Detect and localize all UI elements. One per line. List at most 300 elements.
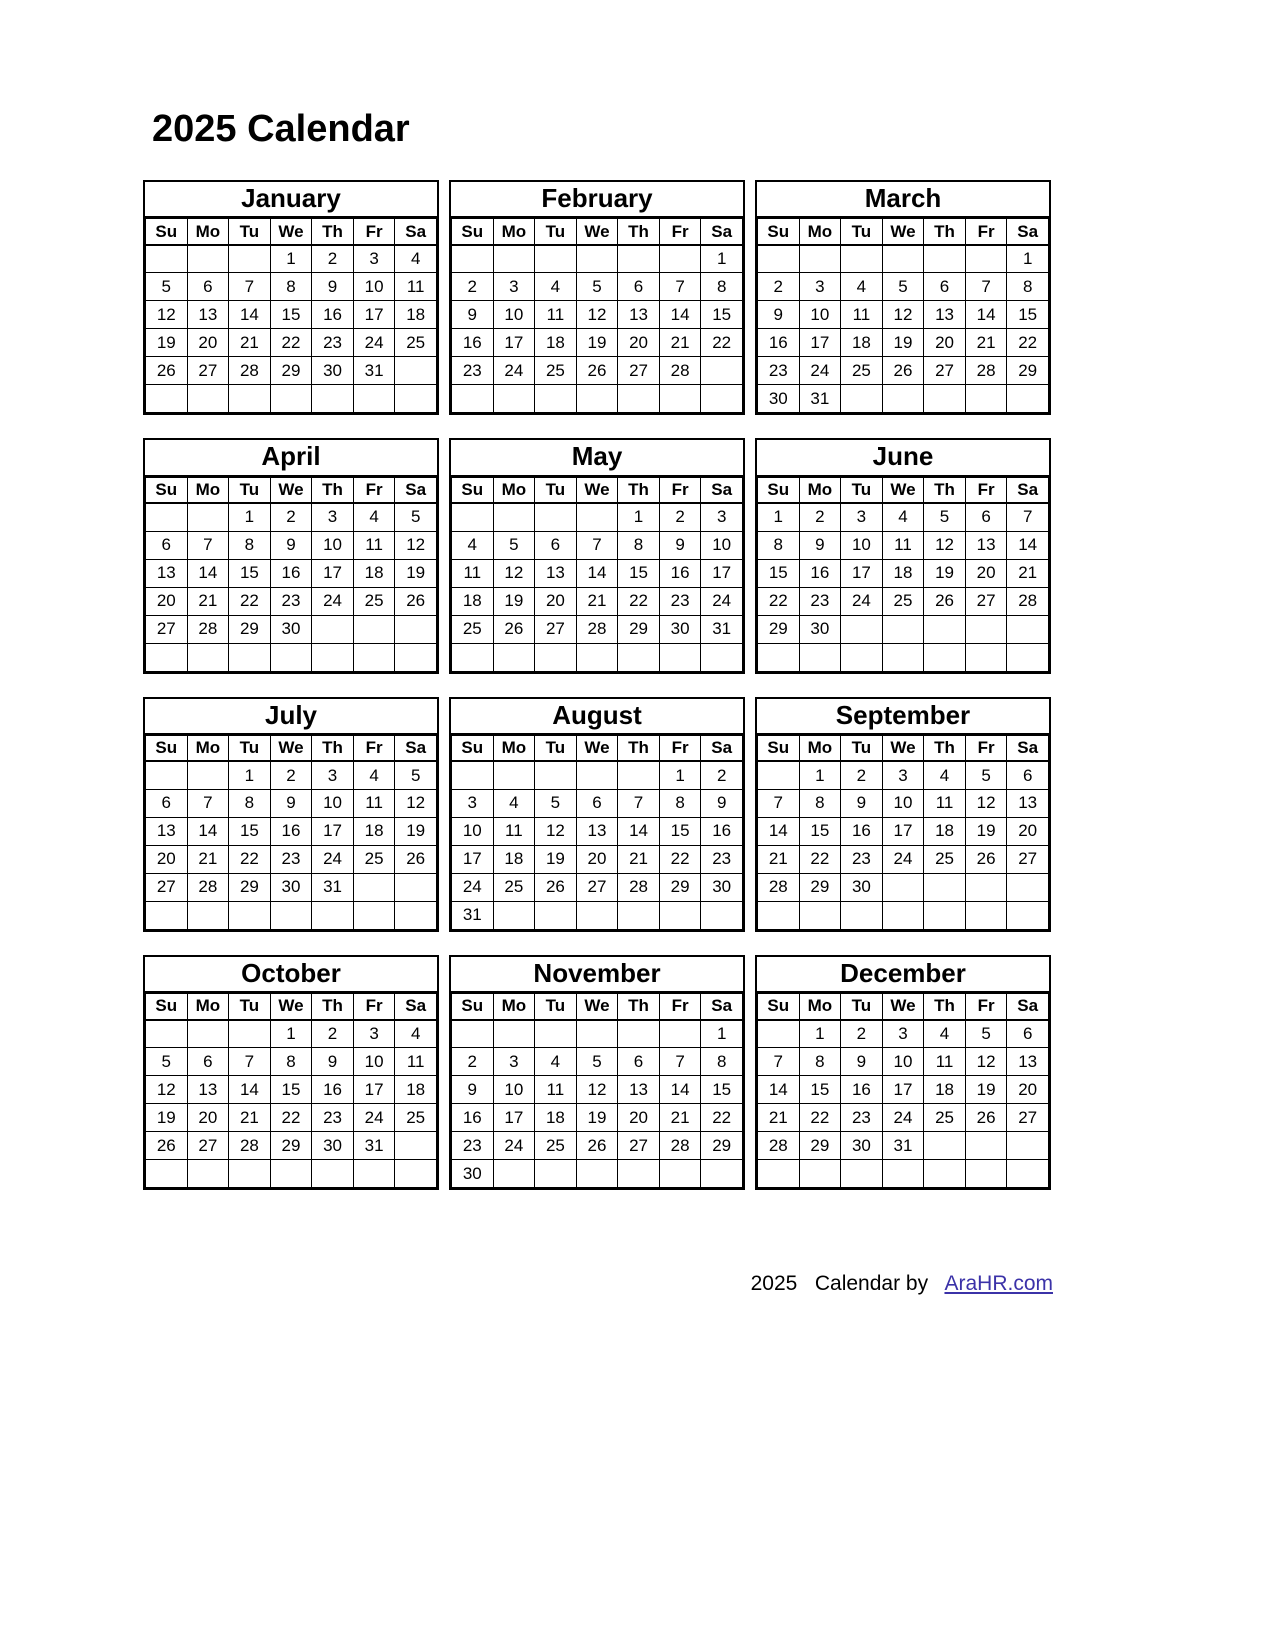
day-cell[interactable]: 6 xyxy=(1007,761,1049,789)
day-cell[interactable]: 18 xyxy=(353,559,395,587)
day-cell[interactable]: 22 xyxy=(618,587,660,615)
day-cell[interactable]: 28 xyxy=(187,615,229,643)
day-cell[interactable]: 15 xyxy=(659,817,701,845)
day-cell[interactable]: 7 xyxy=(659,1048,701,1076)
day-cell[interactable]: 15 xyxy=(270,301,312,329)
day-cell[interactable]: 8 xyxy=(1007,273,1049,301)
day-cell[interactable]: 25 xyxy=(452,615,494,643)
day-cell[interactable]: 4 xyxy=(841,273,883,301)
day-cell[interactable]: 9 xyxy=(841,789,883,817)
day-cell[interactable]: 4 xyxy=(395,245,437,273)
day-cell[interactable]: 1 xyxy=(270,245,312,273)
day-cell[interactable]: 30 xyxy=(799,615,841,643)
day-cell[interactable]: 30 xyxy=(841,873,883,901)
day-cell[interactable]: 11 xyxy=(452,559,494,587)
day-cell[interactable]: 26 xyxy=(535,873,577,901)
day-cell[interactable]: 21 xyxy=(659,329,701,357)
day-cell[interactable]: 10 xyxy=(799,301,841,329)
day-cell[interactable]: 25 xyxy=(882,587,924,615)
day-cell[interactable]: 19 xyxy=(965,817,1007,845)
day-cell[interactable]: 22 xyxy=(1007,329,1049,357)
day-cell[interactable]: 9 xyxy=(452,301,494,329)
day-cell[interactable]: 8 xyxy=(799,1048,841,1076)
day-cell[interactable]: 30 xyxy=(841,1132,883,1160)
day-cell[interactable]: 25 xyxy=(493,873,535,901)
day-cell[interactable]: 2 xyxy=(841,761,883,789)
day-cell[interactable]: 19 xyxy=(493,587,535,615)
day-cell[interactable]: 26 xyxy=(493,615,535,643)
day-cell[interactable]: 21 xyxy=(187,587,229,615)
day-cell[interactable]: 1 xyxy=(229,761,271,789)
day-cell[interactable]: 2 xyxy=(270,503,312,531)
day-cell[interactable]: 29 xyxy=(758,615,800,643)
day-cell[interactable]: 15 xyxy=(270,1076,312,1104)
day-cell[interactable]: 21 xyxy=(1007,559,1049,587)
day-cell[interactable]: 5 xyxy=(924,503,966,531)
day-cell[interactable]: 7 xyxy=(229,1048,271,1076)
day-cell[interactable]: 10 xyxy=(452,817,494,845)
day-cell[interactable]: 13 xyxy=(187,1076,229,1104)
day-cell[interactable]: 29 xyxy=(229,873,271,901)
day-cell[interactable]: 8 xyxy=(270,1048,312,1076)
day-cell[interactable]: 9 xyxy=(312,1048,354,1076)
day-cell[interactable]: 22 xyxy=(799,845,841,873)
day-cell[interactable]: 17 xyxy=(493,329,535,357)
day-cell[interactable]: 14 xyxy=(758,1076,800,1104)
day-cell[interactable]: 13 xyxy=(187,301,229,329)
day-cell[interactable]: 12 xyxy=(535,817,577,845)
day-cell[interactable]: 18 xyxy=(493,845,535,873)
day-cell[interactable]: 12 xyxy=(395,531,437,559)
day-cell[interactable]: 1 xyxy=(1007,245,1049,273)
day-cell[interactable]: 4 xyxy=(353,503,395,531)
day-cell[interactable]: 21 xyxy=(229,329,271,357)
day-cell[interactable]: 27 xyxy=(618,1132,660,1160)
day-cell[interactable]: 8 xyxy=(270,273,312,301)
day-cell[interactable]: 11 xyxy=(535,1076,577,1104)
day-cell[interactable]: 20 xyxy=(146,587,188,615)
day-cell[interactable]: 29 xyxy=(618,615,660,643)
day-cell[interactable]: 9 xyxy=(270,531,312,559)
day-cell[interactable]: 20 xyxy=(1007,817,1049,845)
day-cell[interactable]: 18 xyxy=(535,1104,577,1132)
day-cell[interactable]: 3 xyxy=(452,789,494,817)
day-cell[interactable]: 26 xyxy=(924,587,966,615)
day-cell[interactable]: 28 xyxy=(187,873,229,901)
day-cell[interactable]: 14 xyxy=(187,559,229,587)
day-cell[interactable]: 18 xyxy=(353,817,395,845)
day-cell[interactable]: 14 xyxy=(229,301,271,329)
day-cell[interactable]: 3 xyxy=(799,273,841,301)
day-cell[interactable]: 15 xyxy=(701,301,743,329)
day-cell[interactable]: 9 xyxy=(841,1048,883,1076)
day-cell[interactable]: 18 xyxy=(395,1076,437,1104)
day-cell[interactable]: 12 xyxy=(965,789,1007,817)
day-cell[interactable]: 17 xyxy=(353,1076,395,1104)
day-cell[interactable]: 28 xyxy=(229,357,271,385)
day-cell[interactable]: 24 xyxy=(882,1104,924,1132)
day-cell[interactable]: 21 xyxy=(187,845,229,873)
day-cell[interactable]: 30 xyxy=(270,873,312,901)
day-cell[interactable]: 9 xyxy=(312,273,354,301)
day-cell[interactable]: 21 xyxy=(758,845,800,873)
day-cell[interactable]: 11 xyxy=(924,789,966,817)
day-cell[interactable]: 3 xyxy=(353,1020,395,1048)
day-cell[interactable]: 21 xyxy=(229,1104,271,1132)
day-cell[interactable]: 1 xyxy=(229,503,271,531)
day-cell[interactable]: 19 xyxy=(395,559,437,587)
day-cell[interactable]: 13 xyxy=(1007,1048,1049,1076)
day-cell[interactable]: 7 xyxy=(659,273,701,301)
day-cell[interactable]: 3 xyxy=(841,503,883,531)
day-cell[interactable]: 1 xyxy=(618,503,660,531)
day-cell[interactable]: 16 xyxy=(659,559,701,587)
day-cell[interactable]: 22 xyxy=(701,1104,743,1132)
day-cell[interactable]: 16 xyxy=(452,329,494,357)
day-cell[interactable]: 7 xyxy=(618,789,660,817)
day-cell[interactable]: 5 xyxy=(965,1020,1007,1048)
day-cell[interactable]: 9 xyxy=(452,1076,494,1104)
day-cell[interactable]: 31 xyxy=(353,1132,395,1160)
day-cell[interactable]: 1 xyxy=(799,761,841,789)
day-cell[interactable]: 10 xyxy=(312,789,354,817)
day-cell[interactable]: 10 xyxy=(882,1048,924,1076)
day-cell[interactable]: 16 xyxy=(799,559,841,587)
day-cell[interactable]: 10 xyxy=(882,789,924,817)
day-cell[interactable]: 30 xyxy=(312,1132,354,1160)
day-cell[interactable]: 11 xyxy=(353,789,395,817)
day-cell[interactable]: 28 xyxy=(965,357,1007,385)
day-cell[interactable]: 26 xyxy=(146,1132,188,1160)
day-cell[interactable]: 6 xyxy=(187,1048,229,1076)
day-cell[interactable]: 15 xyxy=(229,559,271,587)
day-cell[interactable]: 4 xyxy=(395,1020,437,1048)
day-cell[interactable]: 25 xyxy=(535,357,577,385)
day-cell[interactable]: 20 xyxy=(187,329,229,357)
day-cell[interactable]: 4 xyxy=(493,789,535,817)
day-cell[interactable]: 5 xyxy=(395,761,437,789)
day-cell[interactable]: 12 xyxy=(965,1048,1007,1076)
day-cell[interactable]: 14 xyxy=(618,817,660,845)
day-cell[interactable]: 27 xyxy=(924,357,966,385)
day-cell[interactable]: 24 xyxy=(353,1104,395,1132)
day-cell[interactable]: 25 xyxy=(841,357,883,385)
day-cell[interactable]: 29 xyxy=(270,1132,312,1160)
day-cell[interactable]: 18 xyxy=(395,301,437,329)
day-cell[interactable]: 11 xyxy=(395,1048,437,1076)
day-cell[interactable]: 3 xyxy=(882,1020,924,1048)
day-cell[interactable]: 28 xyxy=(576,615,618,643)
day-cell[interactable]: 2 xyxy=(799,503,841,531)
day-cell[interactable]: 6 xyxy=(618,1048,660,1076)
day-cell[interactable]: 22 xyxy=(758,587,800,615)
day-cell[interactable]: 4 xyxy=(535,273,577,301)
day-cell[interactable]: 24 xyxy=(799,357,841,385)
day-cell[interactable]: 28 xyxy=(758,873,800,901)
day-cell[interactable]: 3 xyxy=(353,245,395,273)
day-cell[interactable]: 27 xyxy=(576,873,618,901)
day-cell[interactable]: 26 xyxy=(965,1104,1007,1132)
day-cell[interactable]: 12 xyxy=(576,301,618,329)
day-cell[interactable]: 10 xyxy=(841,531,883,559)
day-cell[interactable]: 4 xyxy=(882,503,924,531)
day-cell[interactable]: 17 xyxy=(312,559,354,587)
day-cell[interactable]: 3 xyxy=(493,273,535,301)
day-cell[interactable]: 22 xyxy=(799,1104,841,1132)
day-cell[interactable]: 10 xyxy=(493,1076,535,1104)
day-cell[interactable]: 10 xyxy=(701,531,743,559)
day-cell[interactable]: 16 xyxy=(312,1076,354,1104)
day-cell[interactable]: 7 xyxy=(229,273,271,301)
day-cell[interactable]: 2 xyxy=(758,273,800,301)
day-cell[interactable]: 6 xyxy=(146,531,188,559)
day-cell[interactable]: 25 xyxy=(353,587,395,615)
day-cell[interactable]: 14 xyxy=(576,559,618,587)
day-cell[interactable]: 31 xyxy=(452,901,494,929)
day-cell[interactable]: 26 xyxy=(576,1132,618,1160)
day-cell[interactable]: 5 xyxy=(576,1048,618,1076)
day-cell[interactable]: 19 xyxy=(965,1076,1007,1104)
day-cell[interactable]: 31 xyxy=(882,1132,924,1160)
day-cell[interactable]: 6 xyxy=(965,503,1007,531)
day-cell[interactable]: 20 xyxy=(576,845,618,873)
day-cell[interactable]: 4 xyxy=(353,761,395,789)
day-cell[interactable]: 13 xyxy=(618,1076,660,1104)
day-cell[interactable]: 8 xyxy=(701,273,743,301)
day-cell[interactable]: 2 xyxy=(270,761,312,789)
day-cell[interactable]: 29 xyxy=(229,615,271,643)
day-cell[interactable]: 7 xyxy=(965,273,1007,301)
day-cell[interactable]: 30 xyxy=(659,615,701,643)
day-cell[interactable]: 9 xyxy=(758,301,800,329)
day-cell[interactable]: 20 xyxy=(146,845,188,873)
day-cell[interactable]: 6 xyxy=(535,531,577,559)
day-cell[interactable]: 21 xyxy=(659,1104,701,1132)
day-cell[interactable]: 23 xyxy=(841,845,883,873)
day-cell[interactable]: 17 xyxy=(799,329,841,357)
day-cell[interactable]: 1 xyxy=(799,1020,841,1048)
day-cell[interactable]: 26 xyxy=(146,357,188,385)
day-cell[interactable]: 19 xyxy=(882,329,924,357)
day-cell[interactable]: 11 xyxy=(535,301,577,329)
day-cell[interactable]: 15 xyxy=(799,1076,841,1104)
day-cell[interactable]: 11 xyxy=(493,817,535,845)
day-cell[interactable]: 2 xyxy=(701,761,743,789)
day-cell[interactable]: 24 xyxy=(882,845,924,873)
day-cell[interactable]: 1 xyxy=(270,1020,312,1048)
day-cell[interactable]: 11 xyxy=(882,531,924,559)
day-cell[interactable]: 31 xyxy=(701,615,743,643)
day-cell[interactable]: 24 xyxy=(493,357,535,385)
day-cell[interactable]: 5 xyxy=(146,1048,188,1076)
day-cell[interactable]: 20 xyxy=(965,559,1007,587)
day-cell[interactable]: 2 xyxy=(659,503,701,531)
day-cell[interactable]: 4 xyxy=(452,531,494,559)
day-cell[interactable]: 19 xyxy=(576,1104,618,1132)
day-cell[interactable]: 16 xyxy=(312,301,354,329)
day-cell[interactable]: 9 xyxy=(701,789,743,817)
day-cell[interactable]: 28 xyxy=(659,1132,701,1160)
day-cell[interactable]: 5 xyxy=(146,273,188,301)
day-cell[interactable]: 29 xyxy=(701,1132,743,1160)
day-cell[interactable]: 17 xyxy=(353,301,395,329)
day-cell[interactable]: 28 xyxy=(758,1132,800,1160)
day-cell[interactable]: 20 xyxy=(924,329,966,357)
day-cell[interactable]: 12 xyxy=(576,1076,618,1104)
day-cell[interactable]: 23 xyxy=(452,357,494,385)
day-cell[interactable]: 23 xyxy=(758,357,800,385)
day-cell[interactable]: 27 xyxy=(187,1132,229,1160)
day-cell[interactable]: 16 xyxy=(841,817,883,845)
day-cell[interactable]: 2 xyxy=(312,245,354,273)
day-cell[interactable]: 3 xyxy=(882,761,924,789)
day-cell[interactable]: 22 xyxy=(659,845,701,873)
day-cell[interactable]: 23 xyxy=(312,1104,354,1132)
day-cell[interactable]: 12 xyxy=(493,559,535,587)
day-cell[interactable]: 19 xyxy=(535,845,577,873)
day-cell[interactable]: 28 xyxy=(618,873,660,901)
day-cell[interactable]: 24 xyxy=(353,329,395,357)
day-cell[interactable]: 16 xyxy=(270,559,312,587)
day-cell[interactable]: 7 xyxy=(187,531,229,559)
day-cell[interactable]: 25 xyxy=(924,845,966,873)
day-cell[interactable]: 13 xyxy=(146,817,188,845)
day-cell[interactable]: 14 xyxy=(1007,531,1049,559)
day-cell[interactable]: 1 xyxy=(701,1020,743,1048)
day-cell[interactable]: 23 xyxy=(312,329,354,357)
day-cell[interactable]: 15 xyxy=(229,817,271,845)
day-cell[interactable]: 20 xyxy=(618,329,660,357)
day-cell[interactable]: 24 xyxy=(312,587,354,615)
day-cell[interactable]: 23 xyxy=(270,587,312,615)
day-cell[interactable]: 25 xyxy=(353,845,395,873)
day-cell[interactable]: 26 xyxy=(395,587,437,615)
day-cell[interactable]: 17 xyxy=(882,1076,924,1104)
day-cell[interactable]: 20 xyxy=(1007,1076,1049,1104)
day-cell[interactable]: 2 xyxy=(841,1020,883,1048)
day-cell[interactable]: 30 xyxy=(270,615,312,643)
day-cell[interactable]: 18 xyxy=(924,817,966,845)
day-cell[interactable]: 7 xyxy=(187,789,229,817)
day-cell[interactable]: 29 xyxy=(659,873,701,901)
day-cell[interactable]: 22 xyxy=(229,587,271,615)
day-cell[interactable]: 5 xyxy=(535,789,577,817)
day-cell[interactable]: 6 xyxy=(146,789,188,817)
day-cell[interactable]: 24 xyxy=(452,873,494,901)
day-cell[interactable]: 15 xyxy=(1007,301,1049,329)
day-cell[interactable]: 25 xyxy=(924,1104,966,1132)
day-cell[interactable]: 6 xyxy=(924,273,966,301)
day-cell[interactable]: 27 xyxy=(146,615,188,643)
day-cell[interactable]: 7 xyxy=(758,1048,800,1076)
day-cell[interactable]: 13 xyxy=(924,301,966,329)
day-cell[interactable]: 25 xyxy=(535,1132,577,1160)
day-cell[interactable]: 7 xyxy=(1007,503,1049,531)
day-cell[interactable]: 8 xyxy=(229,531,271,559)
day-cell[interactable]: 16 xyxy=(452,1104,494,1132)
day-cell[interactable]: 2 xyxy=(452,273,494,301)
day-cell[interactable]: 5 xyxy=(493,531,535,559)
day-cell[interactable]: 23 xyxy=(452,1132,494,1160)
day-cell[interactable]: 18 xyxy=(452,587,494,615)
day-cell[interactable]: 19 xyxy=(146,1104,188,1132)
day-cell[interactable]: 30 xyxy=(312,357,354,385)
day-cell[interactable]: 17 xyxy=(882,817,924,845)
day-cell[interactable]: 26 xyxy=(395,845,437,873)
day-cell[interactable]: 28 xyxy=(659,357,701,385)
day-cell[interactable]: 10 xyxy=(353,1048,395,1076)
day-cell[interactable]: 14 xyxy=(229,1076,271,1104)
day-cell[interactable]: 15 xyxy=(758,559,800,587)
day-cell[interactable]: 1 xyxy=(758,503,800,531)
day-cell[interactable]: 26 xyxy=(882,357,924,385)
day-cell[interactable]: 8 xyxy=(659,789,701,817)
day-cell[interactable]: 13 xyxy=(965,531,1007,559)
day-cell[interactable]: 23 xyxy=(701,845,743,873)
day-cell[interactable]: 6 xyxy=(618,273,660,301)
day-cell[interactable]: 2 xyxy=(452,1048,494,1076)
day-cell[interactable]: 20 xyxy=(618,1104,660,1132)
day-cell[interactable]: 4 xyxy=(924,761,966,789)
day-cell[interactable]: 23 xyxy=(841,1104,883,1132)
day-cell[interactable]: 15 xyxy=(701,1076,743,1104)
day-cell[interactable]: 14 xyxy=(758,817,800,845)
day-cell[interactable]: 5 xyxy=(395,503,437,531)
day-cell[interactable]: 12 xyxy=(924,531,966,559)
day-cell[interactable]: 29 xyxy=(799,1132,841,1160)
day-cell[interactable]: 10 xyxy=(493,301,535,329)
day-cell[interactable]: 25 xyxy=(395,329,437,357)
day-cell[interactable]: 12 xyxy=(395,789,437,817)
day-cell[interactable]: 21 xyxy=(618,845,660,873)
day-cell[interactable]: 22 xyxy=(701,329,743,357)
day-cell[interactable]: 18 xyxy=(882,559,924,587)
day-cell[interactable]: 20 xyxy=(535,587,577,615)
day-cell[interactable]: 17 xyxy=(452,845,494,873)
day-cell[interactable]: 12 xyxy=(146,301,188,329)
day-cell[interactable]: 31 xyxy=(799,385,841,413)
day-cell[interactable]: 14 xyxy=(965,301,1007,329)
day-cell[interactable]: 13 xyxy=(1007,789,1049,817)
day-cell[interactable]: 29 xyxy=(270,357,312,385)
footer-link[interactable]: AraHR.com xyxy=(944,1272,1053,1295)
day-cell[interactable]: 27 xyxy=(618,357,660,385)
day-cell[interactable]: 21 xyxy=(576,587,618,615)
day-cell[interactable]: 10 xyxy=(353,273,395,301)
day-cell[interactable]: 19 xyxy=(576,329,618,357)
day-cell[interactable]: 14 xyxy=(187,817,229,845)
day-cell[interactable]: 27 xyxy=(535,615,577,643)
day-cell[interactable]: 31 xyxy=(312,873,354,901)
day-cell[interactable]: 11 xyxy=(395,273,437,301)
day-cell[interactable]: 19 xyxy=(924,559,966,587)
day-cell[interactable]: 8 xyxy=(799,789,841,817)
day-cell[interactable]: 6 xyxy=(1007,1020,1049,1048)
day-cell[interactable]: 22 xyxy=(270,1104,312,1132)
day-cell[interactable]: 3 xyxy=(493,1048,535,1076)
day-cell[interactable]: 4 xyxy=(535,1048,577,1076)
day-cell[interactable]: 25 xyxy=(395,1104,437,1132)
day-cell[interactable]: 6 xyxy=(576,789,618,817)
day-cell[interactable]: 27 xyxy=(965,587,1007,615)
day-cell[interactable]: 9 xyxy=(270,789,312,817)
day-cell[interactable]: 27 xyxy=(1007,1104,1049,1132)
day-cell[interactable]: 12 xyxy=(146,1076,188,1104)
day-cell[interactable]: 11 xyxy=(353,531,395,559)
day-cell[interactable]: 11 xyxy=(924,1048,966,1076)
day-cell[interactable]: 28 xyxy=(229,1132,271,1160)
day-cell[interactable]: 27 xyxy=(146,873,188,901)
